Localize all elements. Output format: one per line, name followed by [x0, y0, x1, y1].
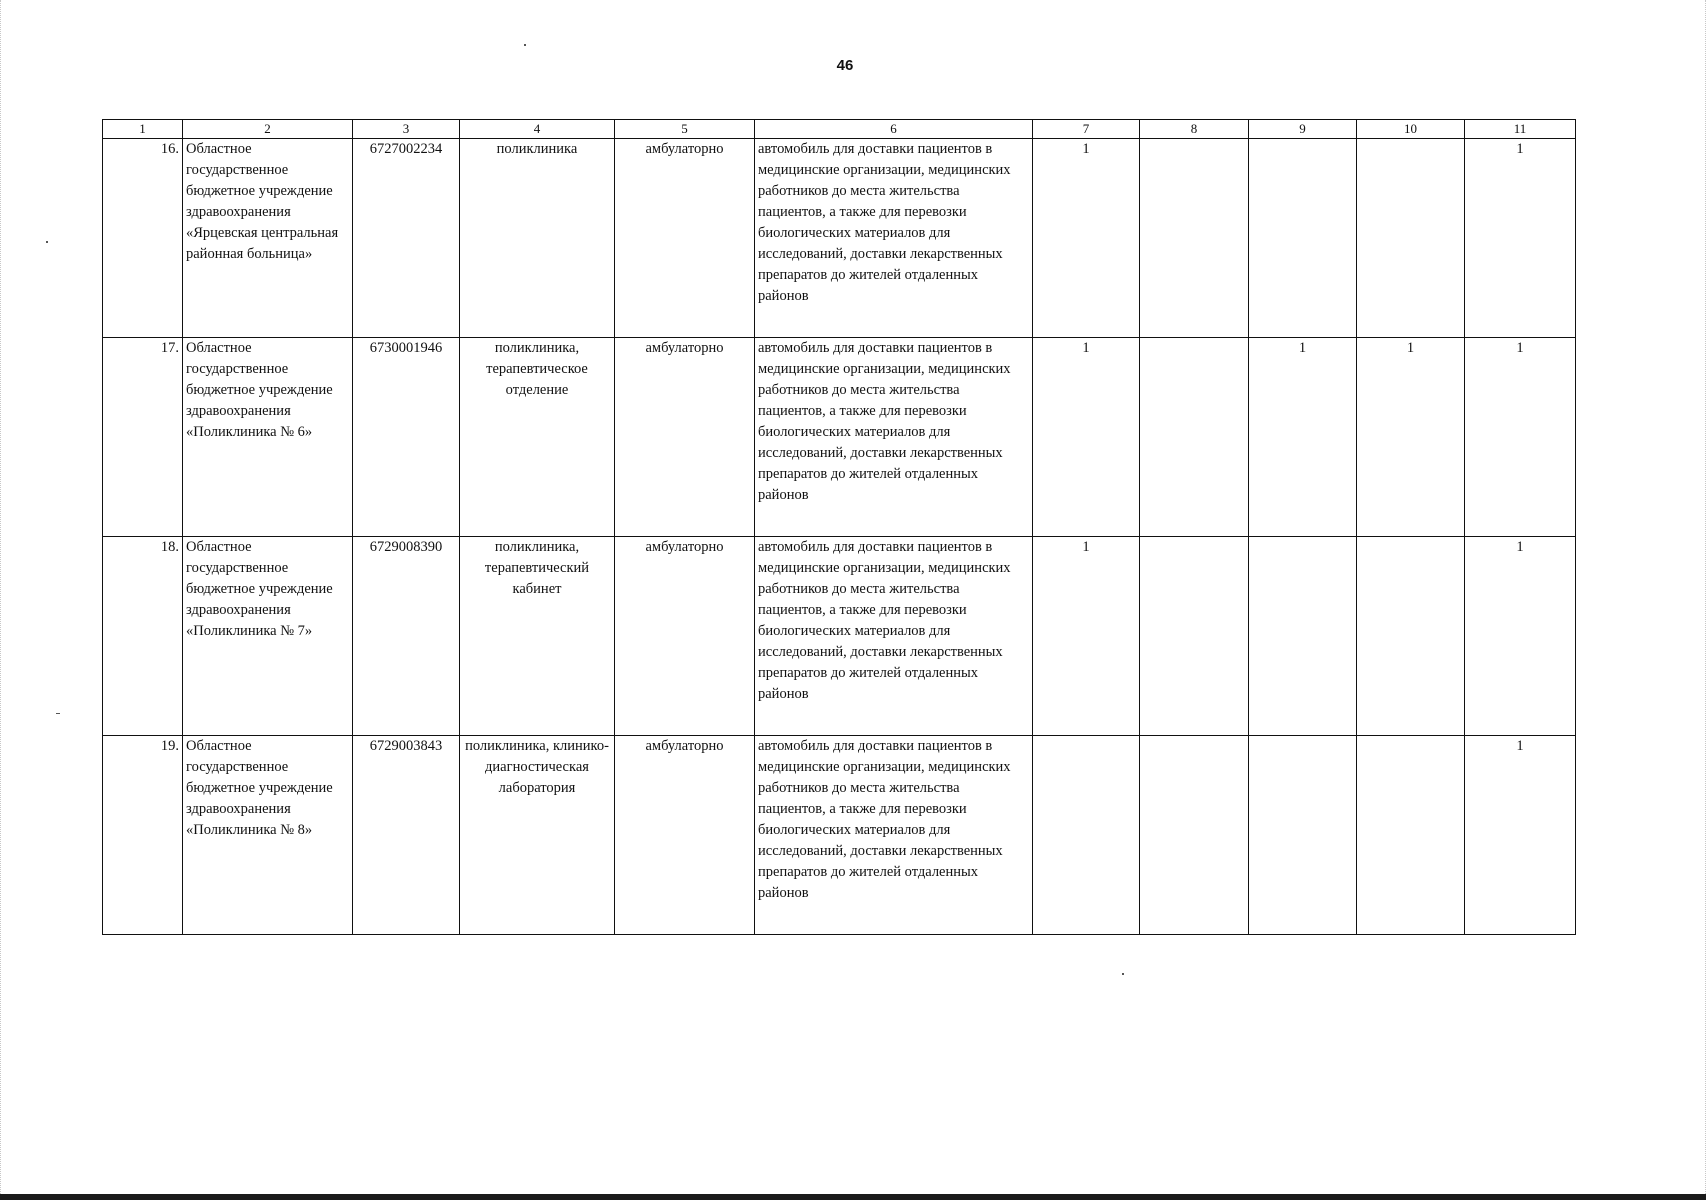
count-col-11: 1 [1465, 736, 1576, 935]
column-number-row [103, 120, 1576, 139]
count-col-10 [1357, 537, 1465, 736]
column-number-header: 9 [1249, 120, 1357, 139]
column-number-header: 2 [183, 120, 353, 139]
row-number: 17. [103, 338, 183, 537]
count-col-7: 1 [1033, 537, 1140, 736]
inn-cell: 6730001946 [353, 338, 460, 537]
scan-speck [46, 241, 48, 243]
table-row [103, 537, 1576, 736]
organization-name: Областное государственное бюджетное учреждение здравоохранения «Поликлиника № 6» [183, 338, 353, 537]
unit-cell: поликлиника [460, 139, 615, 338]
column-number-header: 4 [460, 120, 615, 139]
care-mode-cell: амбулаторно [615, 537, 755, 736]
count-col-9 [1249, 139, 1357, 338]
row-number: 18. [103, 537, 183, 736]
inn-cell: 6729008390 [353, 537, 460, 736]
vehicle-purpose-cell: автомобиль для доставки пациентов в медицинские организации, медицинских работников до места жительства пациентов, а также для перевозки биологических материалов для исследований, доставки лекарственных препаратов до жителей отдаленных районов [755, 338, 1033, 537]
column-number-header: 10 [1357, 120, 1465, 139]
count-col-8 [1140, 736, 1249, 935]
table-row [103, 338, 1576, 537]
page-number: 46 [836, 57, 854, 74]
column-number-header: 5 [615, 120, 755, 139]
unit-cell: поликлиника, терапевтическое отделение [460, 338, 615, 537]
organization-name: Областное государственное бюджетное учреждение здравоохранения «Поликлиника № 8» [183, 736, 353, 935]
scan-speck [1122, 973, 1124, 975]
inn-cell: 6729003843 [353, 736, 460, 935]
scan-bottom-edge [0, 1194, 1706, 1200]
scan-speck [524, 44, 526, 46]
unit-cell: поликлиника, клинико-диагностическая лаборатория [460, 736, 615, 935]
column-number-header: 3 [353, 120, 460, 139]
count-col-7: 1 [1033, 338, 1140, 537]
count-col-10 [1357, 736, 1465, 935]
table-row [103, 139, 1576, 338]
count-col-10: 1 [1357, 338, 1465, 537]
unit-cell: поликлиника, терапевтический кабинет [460, 537, 615, 736]
row-number: 19. [103, 736, 183, 935]
care-mode-cell: амбулаторно [615, 338, 755, 537]
count-col-11: 1 [1465, 537, 1576, 736]
scan-speck [56, 713, 60, 714]
row-number: 16. [103, 139, 183, 338]
count-col-11: 1 [1465, 139, 1576, 338]
count-col-11: 1 [1465, 338, 1576, 537]
care-mode-cell: амбулаторно [615, 736, 755, 935]
column-number-header: 8 [1140, 120, 1249, 139]
count-col-8 [1140, 338, 1249, 537]
count-col-9 [1249, 736, 1357, 935]
column-number-header: 7 [1033, 120, 1140, 139]
organization-name: Областное государственное бюджетное учреждение здравоохранения «Поликлиника № 7» [183, 537, 353, 736]
column-number-header: 1 [103, 120, 183, 139]
count-col-7 [1033, 736, 1140, 935]
vehicle-allocation-table [102, 119, 1576, 935]
vehicle-purpose-cell: автомобиль для доставки пациентов в медицинские организации, медицинских работников до места жительства пациентов, а также для перевозки биологических материалов для исследований, доставки лекарственных препаратов до жителей отдаленных районов [755, 736, 1033, 935]
vehicle-purpose-cell: автомобиль для доставки пациентов в медицинские организации, медицинских работников до места жительства пациентов, а также для перевозки биологических материалов для исследований, доставки лекарственных препаратов до жителей отдаленных районов [755, 537, 1033, 736]
scan-edge-left [0, 0, 5, 1200]
vehicle-purpose-cell: автомобиль для доставки пациентов в медицинские организации, медицинских работников до места жительства пациентов, а также для перевозки биологических материалов для исследований, доставки лекарственных препаратов до жителей отдаленных районов [755, 139, 1033, 338]
table-row [103, 736, 1576, 935]
count-col-10 [1357, 139, 1465, 338]
inn-cell: 6727002234 [353, 139, 460, 338]
count-col-7: 1 [1033, 139, 1140, 338]
scan-edge-right [1702, 0, 1706, 1200]
organization-name: Областное государственное бюджетное учреждение здравоохранения «Ярцевская центральная районная больница» [183, 139, 353, 338]
column-number-header: 11 [1465, 120, 1576, 139]
count-col-9 [1249, 537, 1357, 736]
count-col-8 [1140, 537, 1249, 736]
column-number-header: 6 [755, 120, 1033, 139]
count-col-8 [1140, 139, 1249, 338]
care-mode-cell: амбулаторно [615, 139, 755, 338]
count-col-9: 1 [1249, 338, 1357, 537]
